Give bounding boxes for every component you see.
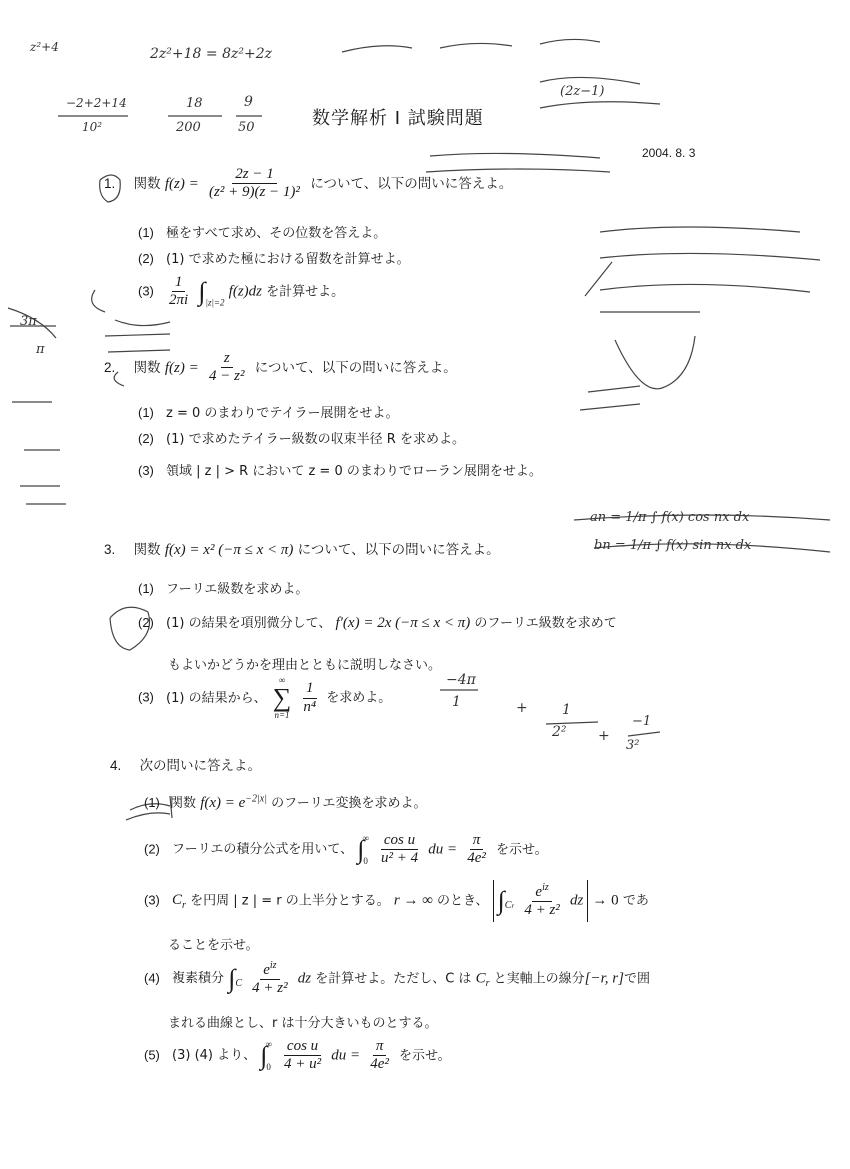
integrand-fraction <box>249 960 290 998</box>
sub-text: 極をすべて求め、その位数を答えよ。 <box>166 226 387 241</box>
problem-1-sub-2 <box>138 248 410 267</box>
sub-text: を円周 | z | = r の上半分とする。 <box>190 893 390 909</box>
sub-label: (1) <box>138 225 154 240</box>
problem-2-sub-3 <box>138 460 542 479</box>
problem-3-sub-2-line-2: もよいかどうかを理由とともに説明しなさい。 <box>168 658 442 673</box>
hand-frac-eq2-n: 9 <box>244 94 253 110</box>
sub-text: 領域 | z | > R において z = 0 のまわりでローラン展開をせよ。 <box>166 464 542 479</box>
integral-domain: |z|=2 <box>205 297 225 308</box>
problem-4-sub-4 <box>144 960 650 998</box>
sub-label: (1) <box>144 795 160 810</box>
problem-2-sub-1 <box>138 402 399 421</box>
function-expr: f(x) = e <box>200 795 246 811</box>
problem-4 <box>110 754 261 774</box>
problem-1-sub-3 <box>138 274 344 310</box>
dz: dz <box>297 970 312 987</box>
problem-number: 4. <box>110 758 122 773</box>
problem-3-sub-2 <box>138 612 617 632</box>
tends-to-zero: → 0 <box>592 892 619 909</box>
fraction-numerator: z <box>221 350 233 368</box>
sub-text: フーリエの積分公式を用いて、 <box>172 842 354 858</box>
sub-text: (1) の結果を項別微分して、 <box>166 616 332 631</box>
sub-text: (3) (4) より、 <box>172 1048 257 1064</box>
fraction-denominator: n⁴ <box>303 698 317 715</box>
function-def: f(x) = x² (−π ≤ x < π) <box>164 542 294 558</box>
fraction-numerator <box>260 960 279 980</box>
function-lhs: f(z) = <box>164 359 199 376</box>
sub-text-cont-2: と実軸上の線分 <box>493 971 585 987</box>
problem-number: 3. <box>104 542 116 557</box>
exponent: −2|x| <box>245 793 267 805</box>
derivative-expr: f′(x) = 2x (−π ≤ x < π) <box>335 615 471 631</box>
problem-intro-pre: 関数 <box>133 359 161 376</box>
contour-subscript: r <box>182 899 186 911</box>
fraction-numerator: cos u <box>381 832 418 850</box>
problem-4-sub-2 <box>144 832 548 868</box>
abs-integral <box>493 880 589 922</box>
fraction-denominator: 4e² <box>467 850 486 867</box>
problem-intro-post: について、以下の問いに答えよ。 <box>254 359 457 376</box>
sub-fraction <box>300 680 319 716</box>
fraction-denominator: 4 + z² <box>524 902 560 919</box>
fraction-denominator: u² + 4 <box>380 850 419 867</box>
hand-sum-b: 1 <box>452 694 461 710</box>
problem-2 <box>104 350 457 386</box>
fraction-numerator: cos u <box>284 1038 321 1056</box>
dz: dz <box>569 892 584 909</box>
segment: [−r, r] <box>584 970 624 987</box>
contour-name: C <box>475 970 486 987</box>
summation <box>273 676 292 720</box>
integral-sign: ∫ <box>260 1040 268 1070</box>
function-lhs: f(z) = <box>164 175 199 192</box>
problem-4-sub-1 <box>144 792 426 812</box>
lower-limit: 0 <box>363 855 368 866</box>
contour-subscript: r <box>485 977 490 989</box>
sub-label: (2) <box>138 431 154 446</box>
function-fraction <box>206 166 303 202</box>
sub-text-cont: を計算せよ。ただし、C は <box>315 971 472 987</box>
hand-margin-p: π <box>36 342 45 357</box>
numerator-base: e <box>535 884 543 900</box>
hand-right-note: (2z−1) <box>560 84 605 99</box>
lower-limit: 0 <box>266 1061 271 1072</box>
sub-text-cont: であ <box>622 893 649 909</box>
integral-limits <box>362 834 368 866</box>
sub-fraction <box>166 274 191 310</box>
du-equals: du = <box>331 1047 361 1064</box>
problem-4-sub-5 <box>144 1038 451 1074</box>
sub-label: (2) <box>138 615 154 630</box>
problem-number: 1. <box>104 175 116 191</box>
numerator-exponent: iz <box>269 960 277 971</box>
sub-label: (1) <box>138 405 154 420</box>
du-equals: du = <box>428 841 458 858</box>
integral-subscript: C <box>504 899 512 911</box>
exam-title: 数学解析 I 試験問題 <box>312 108 484 129</box>
sub-text-cont: のフーリエ級数を求めて <box>474 616 617 631</box>
fraction-denominator: 4e² <box>370 1056 389 1073</box>
sub-label: (4) <box>144 970 160 986</box>
sub-text: (1) の結果から、 <box>166 690 267 706</box>
fraction-numerator: π <box>470 832 484 850</box>
upper-limit: ∞ <box>265 1038 272 1049</box>
exam-date: 2004. 8. 3 <box>642 146 696 160</box>
fraction-numerator: 1 <box>172 274 186 292</box>
sum-lower: n=1 <box>274 710 290 720</box>
sub-text-cont: のとき、 <box>437 893 489 909</box>
problem-number: 2. <box>104 359 116 375</box>
problem-intro-post: について、以下の問いに答えよ。 <box>310 175 513 192</box>
hand-plus: + <box>516 700 528 716</box>
sub-label: (2) <box>144 841 160 857</box>
integrand-fraction <box>521 882 562 920</box>
fraction-denominator: (z² + 9)(z − 1)² <box>209 184 300 201</box>
sum-upper: ∞ <box>278 675 286 685</box>
sub-text: z = 0 のまわりでテイラー展開をせよ。 <box>166 406 399 421</box>
sub-text-cont: を求めよ。 <box>326 690 392 706</box>
numerator-base: e <box>263 962 270 978</box>
problem-4-sub-3 <box>144 880 649 922</box>
sub-label: (1) <box>138 581 154 596</box>
sub-text-cont: のフーリエ変換を求めよ。 <box>271 796 427 811</box>
integrand-fraction <box>281 1038 324 1074</box>
hand-frac-left-d: 10² <box>82 120 103 134</box>
integral-sign: ∫ <box>357 834 365 864</box>
sub-text: (1) で求めたテイラー級数の収束半径 R を求めよ。 <box>166 432 465 447</box>
fraction-denominator: 4 + u² <box>283 1056 322 1073</box>
fraction-numerator <box>532 882 551 902</box>
contour-name: C <box>172 892 183 909</box>
hand-sum-f: 3² <box>626 738 640 753</box>
problem-3-sub-3 <box>138 676 391 720</box>
upper-limit: ∞ <box>362 832 369 843</box>
sub-label: (2) <box>138 251 154 266</box>
sigma-symbol: ∑ <box>272 683 292 712</box>
sub-text: フーリエ級数を求めよ。 <box>166 582 309 597</box>
sub-text-cont: を示せ。 <box>496 842 548 858</box>
hand-side-bn: bn = 1/π ∫ f(x) sin nx dx <box>594 538 752 553</box>
sub-text: 関数 <box>170 796 197 811</box>
integrand-fraction <box>378 832 421 868</box>
fraction-denominator: 4 − z² <box>209 368 245 385</box>
sub-label: (3) <box>138 283 154 299</box>
problem-2-sub-2 <box>138 428 465 447</box>
fraction-denominator: 4 + z² <box>252 980 288 997</box>
sub-label: (3) <box>138 689 154 705</box>
hand-frac-eq2-d: 50 <box>238 120 255 135</box>
hand-margin-n: 3π <box>20 314 37 329</box>
rhs-fraction <box>464 832 489 868</box>
problem-4-sub-4-line-2: まれる曲線とし、r は十分大きいものとする。 <box>168 1016 438 1031</box>
fraction-numerator: π <box>373 1038 387 1056</box>
integral-sign: ∫ <box>497 885 505 915</box>
hand-sum-d: 2² <box>552 724 567 740</box>
sub-text: (1) で求めた極における留数を計算せよ。 <box>166 252 410 267</box>
integral-subscript-r: r <box>511 901 515 910</box>
problem-4-sub-3-line-2: ることを示せ。 <box>168 938 259 953</box>
sub-text-cont: を示せ。 <box>399 1048 451 1064</box>
problem-intro-pre: 関数 <box>133 175 161 192</box>
fraction-numerator: 1 <box>303 680 317 698</box>
hand-sum-a: −4π <box>446 672 476 688</box>
hand-sum-c: 1 <box>562 702 571 718</box>
hand-frac-eq1-n: 18 <box>186 96 203 111</box>
integrand: f(z)dz <box>228 283 262 300</box>
hand-frac-left-n: −2+2+14 <box>66 96 127 110</box>
problem-1 <box>104 166 512 202</box>
rhs-fraction <box>367 1038 392 1074</box>
problem-1-sub-1 <box>138 222 386 241</box>
integral-sign: ∫ <box>198 276 206 306</box>
integral-sign: ∫ <box>228 963 236 993</box>
hand-plus-2: + <box>598 728 610 744</box>
numerator-exponent: iz <box>542 882 549 893</box>
problem-3 <box>104 538 500 559</box>
fraction-numerator: 2z − 1 <box>232 166 276 184</box>
problem-intro: 次の問いに答えよ。 <box>139 758 262 774</box>
hand-top-left: z²+4 <box>30 40 59 54</box>
hand-top-mid: 2z²+18 = 8z²+2z <box>150 46 272 62</box>
sub-label: (3) <box>138 463 154 478</box>
integral-subscript: C <box>235 977 242 989</box>
problem-intro-pre: 関数 <box>133 542 161 558</box>
hand-side-an: an = 1/π ∫ f(x) cos nx dx <box>590 510 750 525</box>
function-fraction <box>206 350 247 386</box>
sub-label: (5) <box>144 1047 160 1063</box>
sub-text-cont-3: で囲 <box>623 971 650 987</box>
hand-sum-e: −1 <box>632 714 652 729</box>
sub-label: (3) <box>144 892 160 908</box>
fraction-denominator: 2πi <box>169 292 189 309</box>
hand-frac-eq1-d: 200 <box>176 120 201 135</box>
problem-3-sub-1 <box>138 578 308 597</box>
sub-text: を計算せよ。 <box>266 284 345 300</box>
sub-text: 複素積分 <box>172 971 225 987</box>
limit-expr: r → ∞ <box>393 892 433 909</box>
integral-limits <box>265 1040 271 1072</box>
problem-intro-post: について、以下の問いに答えよ。 <box>297 542 500 558</box>
